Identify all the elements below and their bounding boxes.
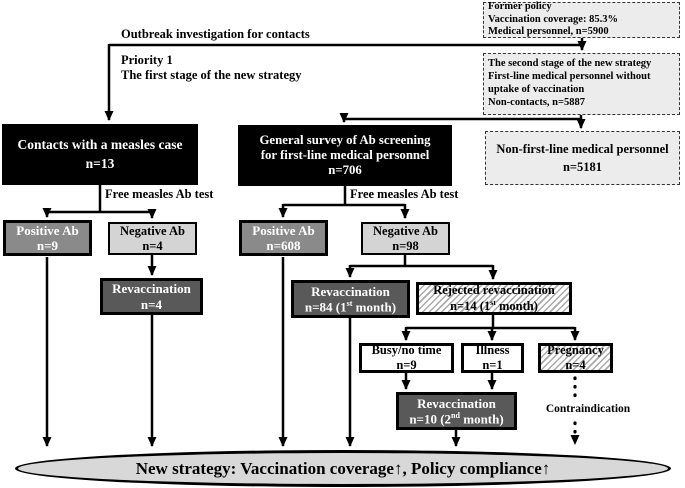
revaccination-contacts-line: n=4 bbox=[140, 296, 163, 312]
outcome-text: New strategy: Vaccination coverage↑, Policy compliance↑ bbox=[135, 458, 551, 478]
revaccination-month1-line1: Revaccination bbox=[311, 283, 390, 299]
positive-ab-contacts-line: n=9 bbox=[36, 238, 59, 253]
revaccination-month1-n: n=84 (1 bbox=[304, 299, 347, 315]
positive-ab-survey-line: Positive Ab bbox=[252, 222, 315, 238]
second-stage-line: uptake of vaccination bbox=[488, 84, 585, 95]
contacts-line: Contacts with a measles case bbox=[17, 137, 183, 153]
rejected-revaccination-sup: st bbox=[490, 297, 496, 307]
revaccination-month2-n: n=10 (2 bbox=[409, 411, 452, 427]
negative-ab-survey-line: Negative Ab bbox=[373, 223, 438, 238]
revaccination-month1-sup: st bbox=[346, 298, 353, 308]
node-contacts bbox=[2, 124, 198, 185]
pregnancy-line: n=4 bbox=[565, 358, 586, 372]
label-free-test-left: Free measles Ab test bbox=[105, 187, 214, 201]
revaccination-month2-line1: Revaccination bbox=[417, 395, 496, 411]
former-policy-line: Medical personnel, n=5900 bbox=[488, 26, 609, 38]
negative-ab-contacts-line: Negative Ab bbox=[120, 223, 185, 238]
node-revaccination-contacts bbox=[100, 278, 203, 315]
busy-line: n=9 bbox=[396, 358, 417, 372]
node-negative-ab-contacts bbox=[108, 222, 197, 255]
negative-ab-contacts-line: n=4 bbox=[142, 238, 163, 253]
node-outcome-ellipse bbox=[15, 450, 671, 487]
pregnancy-line: Pregnancy bbox=[547, 343, 604, 358]
former-policy-line: Vaccination coverage: 85.3% bbox=[488, 13, 618, 25]
general-survey-line: for first-line medical personnel bbox=[260, 147, 430, 162]
positive-ab-survey-line: n=608 bbox=[266, 238, 301, 253]
illness-line: Illness bbox=[475, 343, 510, 358]
revaccination-month1-suffix: month) bbox=[352, 299, 397, 315]
revaccination-month2-sup: nd bbox=[451, 410, 460, 420]
node-negative-ab-survey bbox=[361, 222, 450, 255]
node-rejected-revaccination bbox=[416, 282, 572, 315]
rejected-revaccination-n: n=14 (1 bbox=[450, 299, 491, 314]
second-stage-line: Non-contacts, n=5887 bbox=[488, 96, 585, 108]
label-priority bbox=[121, 53, 302, 83]
illness-line: n=1 bbox=[482, 358, 503, 372]
node-revaccination-month2 bbox=[396, 392, 517, 430]
node-pregnancy bbox=[538, 343, 613, 373]
rejected-revaccination-suffix: month) bbox=[495, 299, 538, 314]
general-survey-line: General survey of Ab screening bbox=[259, 132, 431, 147]
label-outbreak-investigation: Outbreak investigation for contacts bbox=[121, 27, 310, 41]
non-first-line-line: n=5181 bbox=[562, 159, 603, 174]
arrow-to-general-survey bbox=[344, 115, 581, 122]
label-free-test-mid: Free measles Ab test bbox=[350, 187, 459, 201]
node-positive-ab-survey bbox=[239, 220, 328, 256]
contacts-line: n=13 bbox=[85, 156, 115, 171]
negative-ab-survey-line: n=98 bbox=[392, 238, 419, 253]
rejected-revaccination-line1: Rejected revaccination bbox=[433, 283, 555, 298]
node-busy bbox=[359, 343, 454, 373]
node-non-first-line bbox=[485, 131, 680, 185]
node-general-survey bbox=[238, 125, 452, 186]
label-priority-line1: Priority 1 bbox=[121, 53, 173, 67]
node-revaccination-month1 bbox=[291, 280, 410, 318]
revaccination-contacts-line: Revaccination bbox=[112, 281, 191, 297]
node-illness bbox=[461, 343, 524, 373]
second-stage-line: First-line medical personnel without bbox=[488, 71, 651, 83]
positive-ab-contacts-line: Positive Ab bbox=[16, 222, 79, 238]
busy-line: Busy/no time bbox=[371, 343, 442, 358]
former-policy-line: Former policy bbox=[488, 0, 552, 12]
revaccination-month1-line2 bbox=[305, 299, 396, 315]
revaccination-month2-line2 bbox=[409, 411, 503, 427]
label-contraindication: Contraindication bbox=[545, 403, 631, 415]
node-positive-ab-contacts bbox=[3, 220, 92, 256]
non-first-line-line: Non-first-line medical personnel bbox=[496, 141, 669, 156]
rejected-revaccination-line2 bbox=[450, 298, 538, 314]
node-former-policy bbox=[483, 2, 680, 38]
revaccination-month2-suffix: month) bbox=[459, 411, 504, 427]
label-priority-line2: The first stage of the new strategy bbox=[121, 68, 302, 82]
second-stage-line: The second stage of the new strategy bbox=[488, 58, 652, 70]
node-second-stage bbox=[483, 53, 680, 115]
general-survey-line: n=706 bbox=[328, 163, 362, 178]
